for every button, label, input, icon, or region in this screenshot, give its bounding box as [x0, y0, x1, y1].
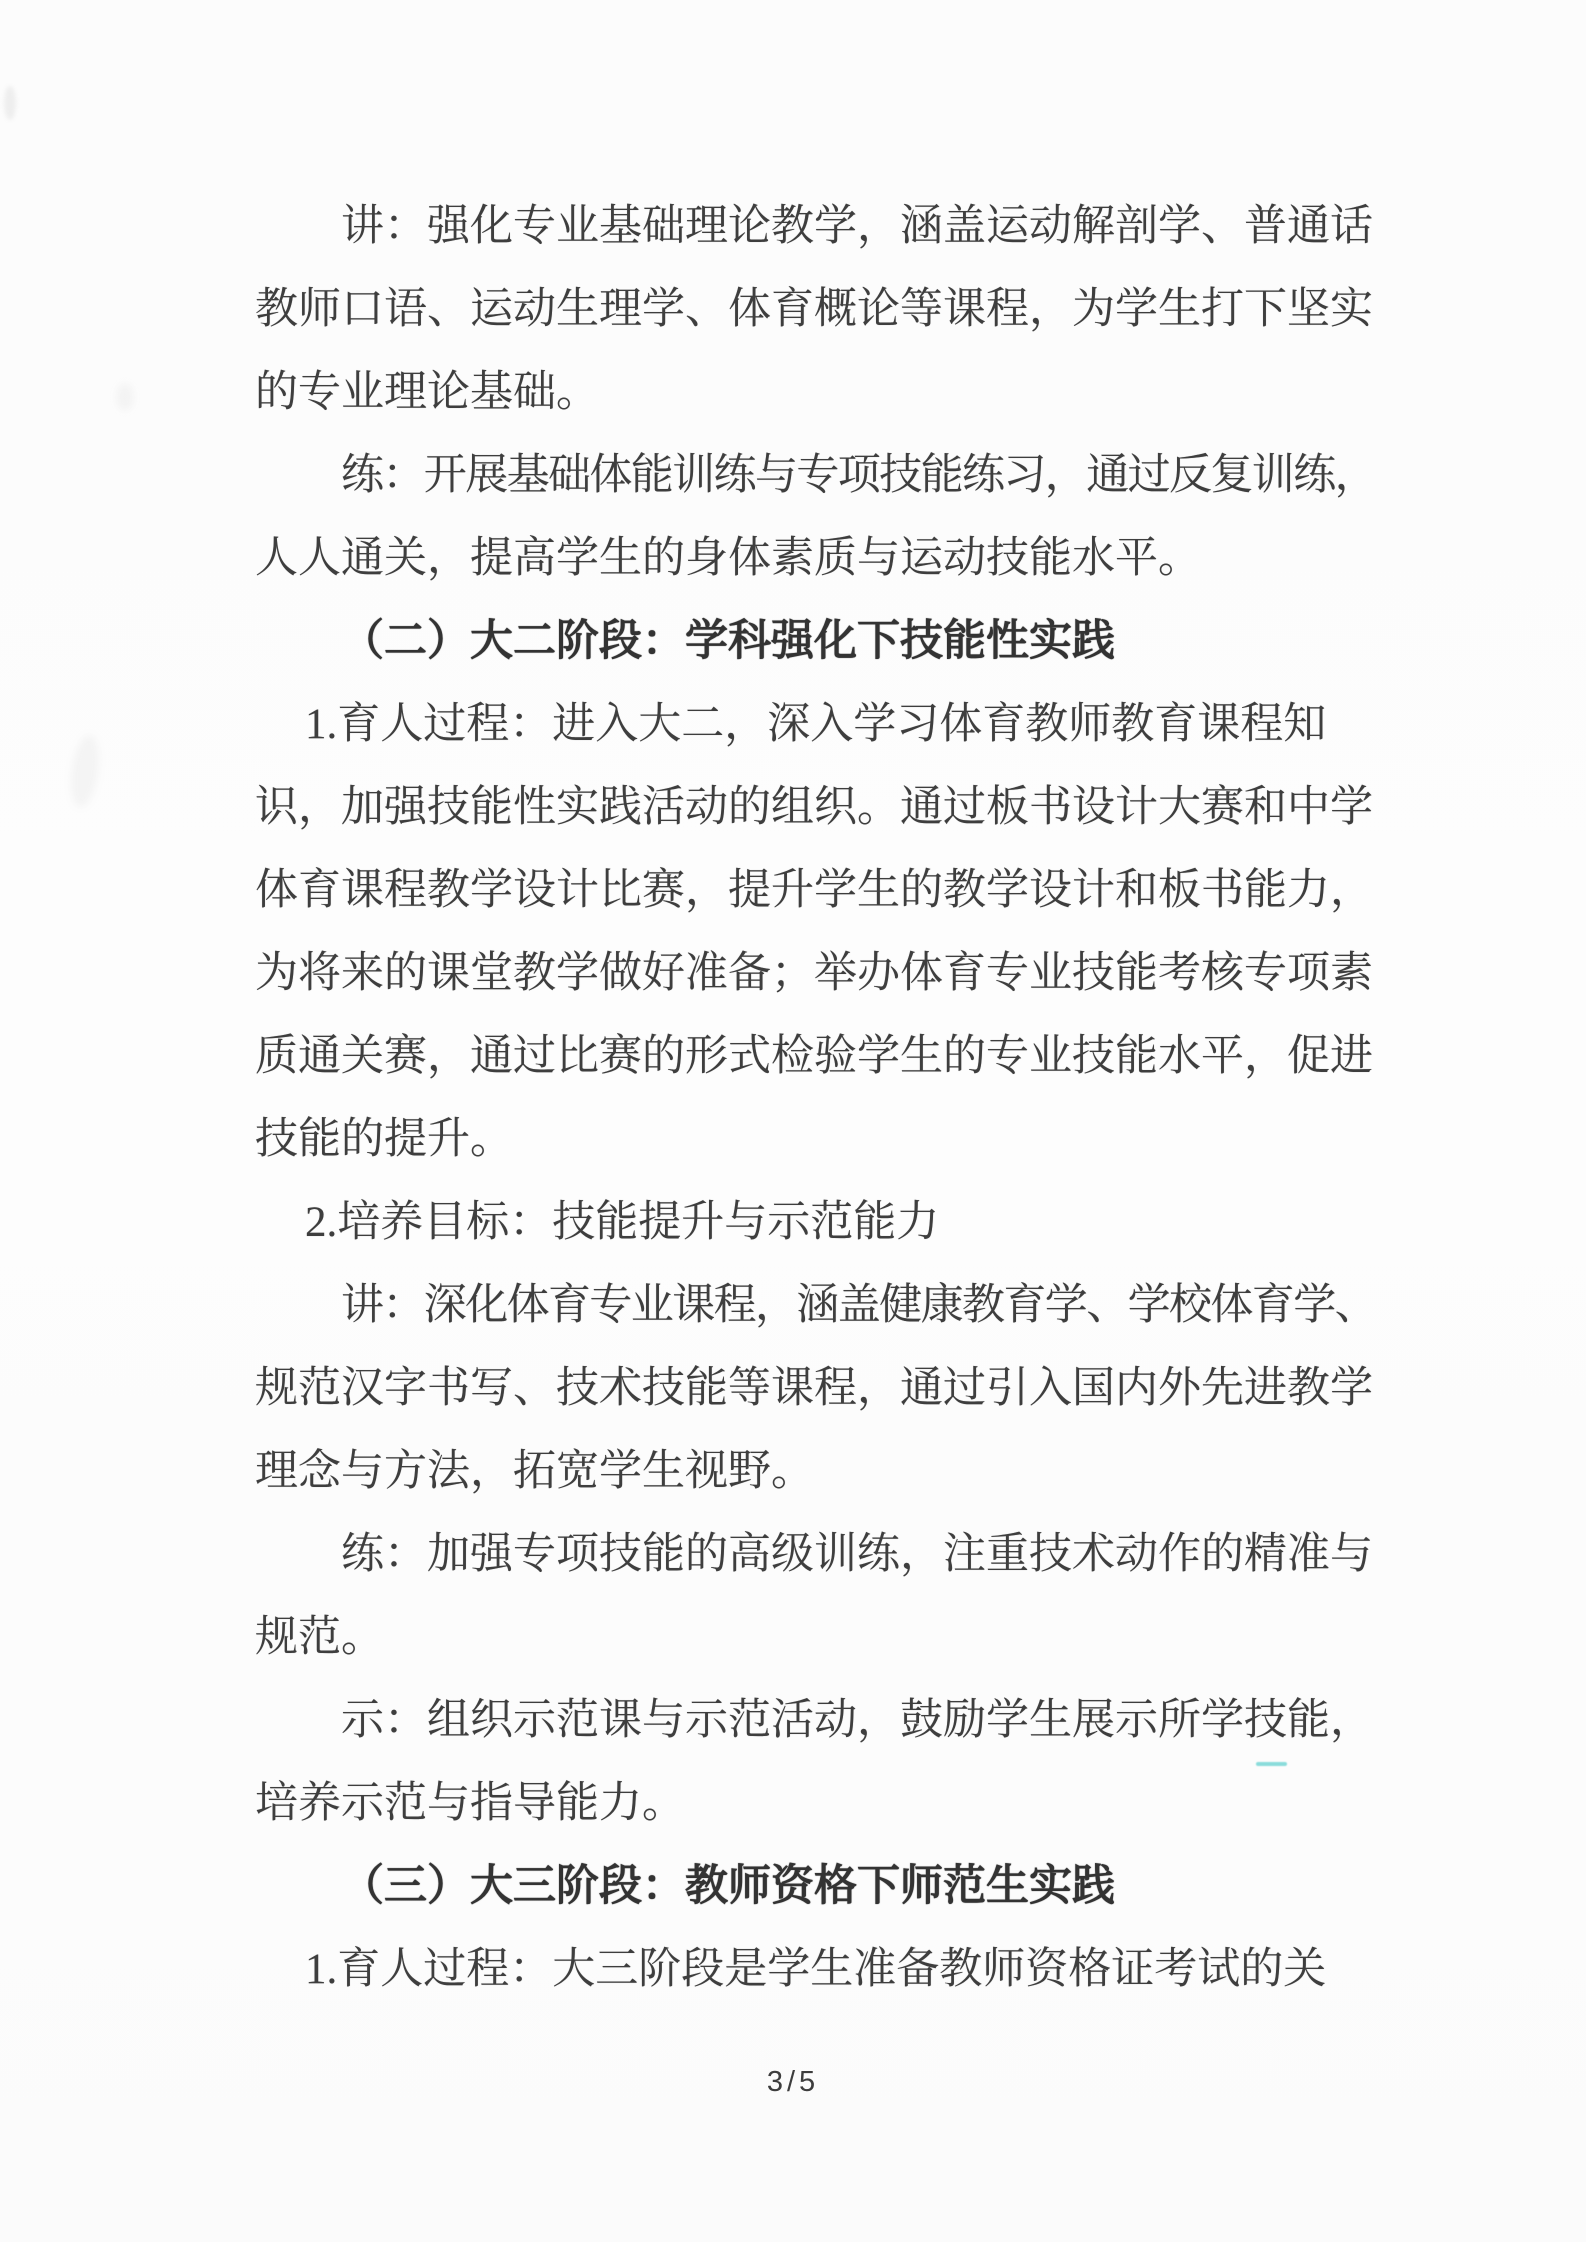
scan-smudge — [4, 86, 16, 120]
page-number: 3/5 — [766, 2066, 820, 2098]
text-line: 培养示范与指导能力。 — [255, 1780, 685, 1827]
text-line: 教师口语、运动生理学、体育概论等课程，为学生打下坚实 — [255, 286, 1373, 333]
section-heading-line: （三）大三阶段：教师资格下师范生实践 — [341, 1863, 1115, 1910]
text-line: 的专业理论基础。 — [255, 369, 599, 416]
text-line: 体育课程教学设计比赛，提升学生的教学设计和板书能力， — [255, 867, 1373, 914]
document-body-text — [255, 185, 1377, 2011]
text-line: 技能的提升。 — [255, 1116, 513, 1163]
text-line: 理念与方法，拓宽学生视野。 — [255, 1448, 814, 1495]
text-line: 1.育人过程：大三阶段是学生准备教师资格证考试的关 — [305, 1946, 1327, 1993]
text-line: 规范汉字书写、技术技能等课程，通过引入国内外先进教学 — [255, 1365, 1373, 1412]
text-line: 1.育人过程：进入大二，深入学习体育教师教育课程知 — [305, 701, 1327, 748]
cyan-scan-artifact — [1256, 1762, 1287, 1766]
scan-smudge — [116, 383, 134, 411]
scan-smudge — [67, 734, 103, 809]
section-heading-line: （二）大二阶段：学科强化下技能性实践 — [341, 618, 1115, 665]
text-line: 讲：强化专业基础理论教学，涵盖运动解剖学、普通话 — [341, 203, 1373, 250]
text-line: 规范。 — [255, 1614, 384, 1661]
text-line: 人人通关，提高学生的身体素质与运动技能水平。 — [255, 535, 1201, 582]
text-line: 练：开展基础体能训练与专项技能练习，通过反复训练， — [341, 452, 1376, 499]
text-line: 为将来的课堂教学做好准备；举办体育专业技能考核专项素 — [255, 950, 1373, 997]
text-line: 讲：深化体育专业课程，涵盖健康教育学、学校体育学、 — [341, 1282, 1376, 1329]
text-line: 2.培养目标：技能提升与示范能力 — [305, 1199, 940, 1246]
text-line: 识，加强技能性实践活动的组织。通过板书设计大赛和中学 — [255, 784, 1373, 831]
text-line: 示：组织示范课与示范活动，鼓励学生展示所学技能， — [341, 1697, 1373, 1744]
text-line: 练：加强专项技能的高级训练，注重技术动作的精准与 — [341, 1531, 1373, 1578]
text-line: 质通关赛，通过比赛的形式检验学生的专业技能水平，促进 — [255, 1033, 1373, 1080]
